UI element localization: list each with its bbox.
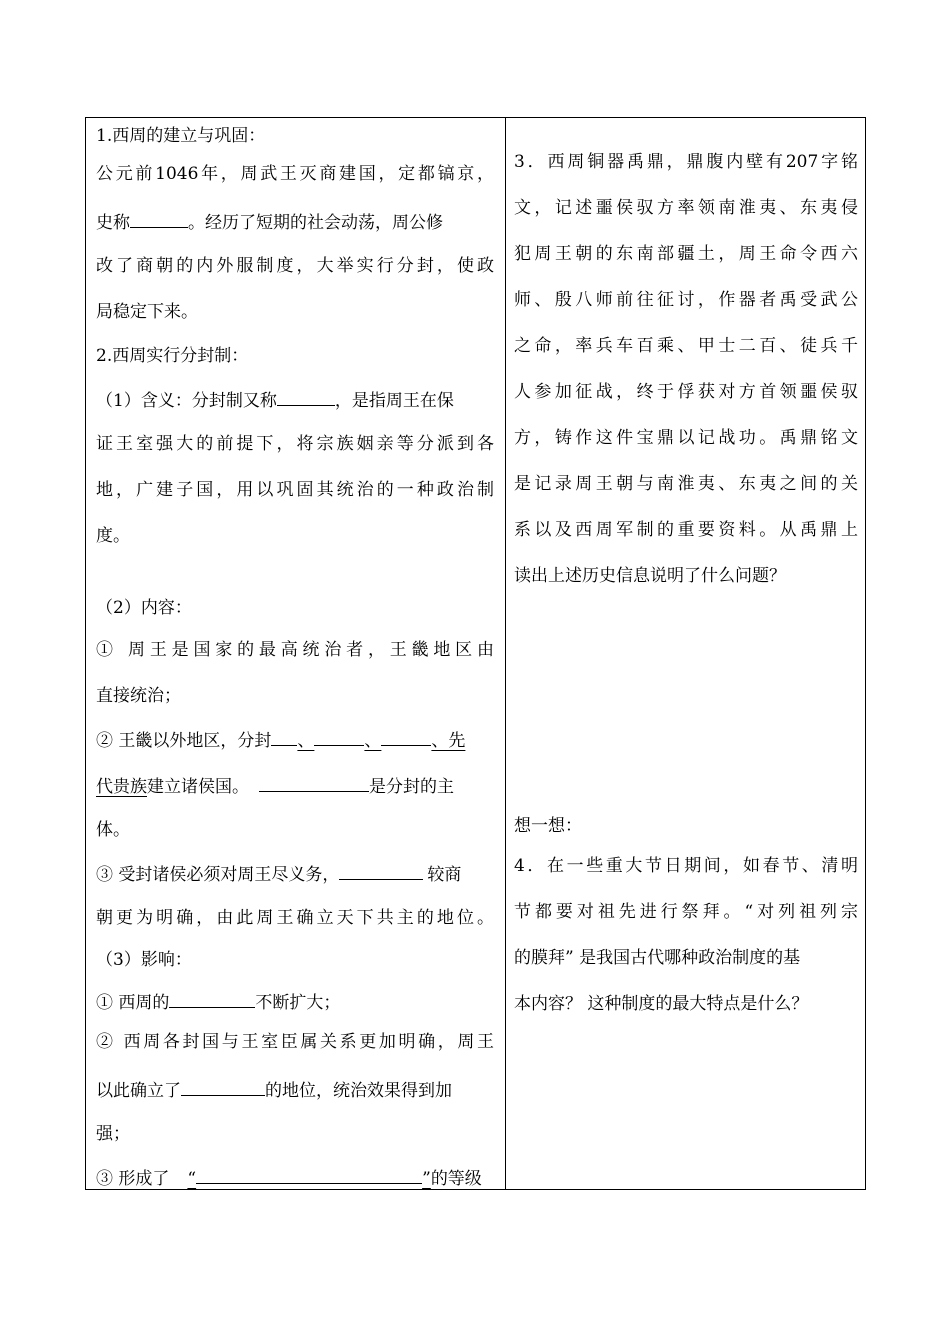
subsection-effect-title: （3）影响：	[96, 950, 192, 970]
fill-blank[interactable]	[314, 728, 364, 746]
fill-blank[interactable]	[339, 862, 423, 880]
text-line	[96, 728, 494, 751]
fill-blank[interactable]	[381, 728, 431, 746]
question-3-line: 之命，率兵车百乘、甲士二百、徒兵千	[514, 336, 858, 356]
right-column	[506, 118, 865, 1189]
text-span: 是分封的主	[369, 777, 454, 797]
text-span: ③ 形成了	[96, 1169, 170, 1189]
question-4-line: 4．在一些重大节日期间，如春节、清明	[514, 856, 858, 876]
fill-blank[interactable]	[259, 774, 369, 792]
text-span: 的地位，统治效果得到加	[265, 1081, 452, 1101]
question-4-line: 的膜拜” 是我国古代哪种政治制度的基	[514, 948, 801, 968]
fill-blank[interactable]	[130, 210, 188, 228]
text-line: 强；	[96, 1124, 130, 1144]
question-3-line: 人参加征战，终于俘获对方首领噩侯驭	[514, 382, 858, 402]
text-span: 、	[297, 731, 315, 751]
text-span: ③ 受封诸侯必须对周王尽义务，	[96, 865, 340, 885]
text-span: 代贵族	[96, 777, 147, 797]
fill-blank[interactable]	[181, 1078, 265, 1096]
text-span: 建立诸侯国。	[147, 777, 249, 797]
question-3-line: 是记录周王朝与南淮夷、东夷之间的关	[514, 474, 858, 494]
text-line	[96, 862, 494, 885]
text-line	[96, 210, 494, 233]
fill-blank[interactable]	[169, 990, 255, 1008]
fill-blank[interactable]	[196, 1166, 422, 1184]
text-span: 较商	[427, 865, 462, 885]
text-span: 以此确立了	[96, 1081, 181, 1101]
text-span: 的等级	[430, 1169, 482, 1189]
text-line: ② 西周各封国与王室臣属关系更加明确，周王	[96, 1032, 494, 1052]
text-line	[96, 1166, 494, 1189]
text-span: 不断扩大；	[255, 993, 341, 1013]
text-line: 度。	[96, 526, 130, 546]
text-span: 。经历了短期的社会动荡，周公修	[188, 213, 443, 233]
question-3-line: 犯周王朝的东南部疆土，周王命令西六	[514, 244, 858, 264]
text-line	[96, 990, 340, 1013]
text-span: 、先	[431, 731, 466, 751]
question-3-line: 文，记述噩侯驭方率领南淮夷、东夷侵	[514, 198, 858, 218]
question-4-line: 本内容？ 这种制度的最大特点是什么？	[514, 994, 809, 1014]
section-1-title: 1.西周的建立与巩固：	[96, 126, 266, 146]
text-line	[96, 388, 494, 411]
fill-blank[interactable]	[271, 728, 297, 746]
question-4-line: 节都要对祖先进行祭拜。“对列祖列宗	[514, 902, 858, 922]
question-3-line: 3．西周铜器禹鼎，鼎腹内壁有207字铭	[514, 152, 858, 172]
text-line: 局稳定下来。	[96, 302, 198, 322]
question-3-line: 方，铸作这件宝鼎以记战功。禹鼎铭文	[514, 428, 858, 448]
text-span: “	[187, 1169, 197, 1189]
question-3-line: 读出上述历史信息说明了什么问题？	[514, 566, 786, 586]
section-2-title: 2.西周实行分封制：	[96, 346, 249, 366]
text-line: 地，广建子国，用以巩固其统治的一种政治制	[96, 480, 494, 500]
left-column	[86, 118, 506, 1189]
text-line: 体。	[96, 820, 130, 840]
worksheet-table	[85, 117, 866, 1190]
text-line: ① 周王是国家的最高统治者，王畿地区由	[96, 640, 494, 660]
text-line	[96, 774, 494, 797]
text-span: ① 西周的	[96, 993, 170, 1013]
text-span: ② 王畿以外地区，分封	[96, 731, 272, 751]
text-line: 直接统治；	[96, 686, 181, 706]
text-span: ”	[422, 1169, 431, 1189]
text-line	[96, 1078, 494, 1101]
text-line: 改了商朝的内外服制度，大举实行分封，使政	[96, 256, 494, 276]
subsection-content-title: （2）内容：	[96, 598, 192, 618]
text-line: 朝更为明确，由此周王确立天下共主的地位。	[96, 908, 494, 928]
text-line: 证王室强大的前提下，将宗族姻亲等分派到各	[96, 434, 494, 454]
fill-blank[interactable]	[277, 388, 335, 406]
text-span: 史称	[96, 213, 130, 233]
text-span: （1）含义：分封制又称	[96, 391, 277, 411]
text-span: ，是指周王在保	[334, 391, 454, 411]
text-line: 公元前1046年，周武王灭商建国，定都镐京，	[96, 164, 494, 184]
text-span: 、	[364, 731, 382, 751]
think-heading: 想一想：	[514, 816, 582, 836]
question-3-line: 师、殷八师前往征讨，作器者禹受武公	[514, 290, 858, 310]
question-3-line: 系以及西周军制的重要资料。从禹鼎上	[514, 520, 858, 540]
